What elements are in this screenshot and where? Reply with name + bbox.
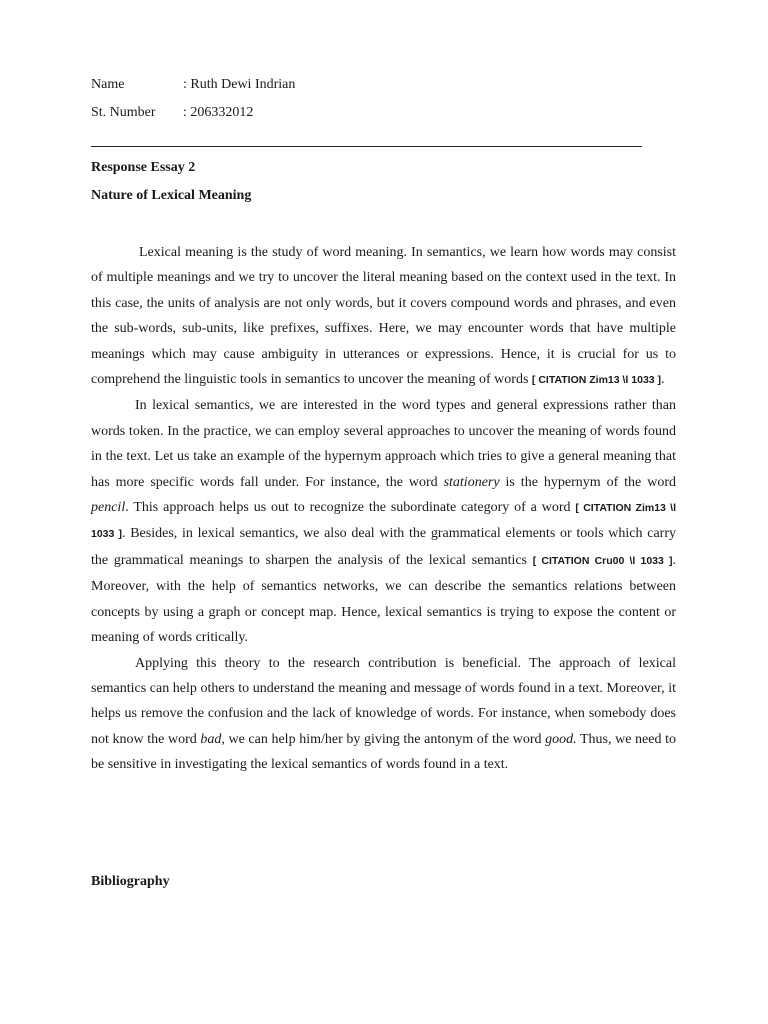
- student-number-label: St. Number: [91, 105, 156, 120]
- citation-field: [ CITATION Cru00 \l 1033 ]: [532, 554, 673, 567]
- italic-term-pencil: pencil: [91, 500, 126, 516]
- paragraph-1-text-b: .: [661, 372, 665, 388]
- paragraph-3: [91, 651, 676, 778]
- paragraph-3-text-c: Thus, we need to be sensitive in investigating the lexical semantics of words found in a text.: [91, 731, 676, 773]
- paragraph-2-text-d: . Besides, in lexical semantics, we also deal with the grammatical elements or tools which carry the grammatical meanings to sharpen the analysis of the lexical semantics: [91, 526, 676, 568]
- name-label: Name: [91, 77, 125, 92]
- paragraph-2-text-e: . Moreover, with the help of semantics networks, we can describe the semantics relations between concepts by using a graph or concept map. Hence, lexical semantics is trying to expose the content or meaning of words critically.: [91, 552, 676, 646]
- paragraph-2-text-a: In lexical semantics, we are interested in the word types and general expressions rather than words token. In the practice, we can employ several approaches to uncover the meaning of words found in the text. Let us take an example of the hypernym approach which tries to give a general meaning that has more specific words fall under. For instance, the word: [91, 398, 676, 490]
- paragraph-1-text-a: Lexical meaning is the study of word meaning. In semantics, we learn how words may consist of multiple meanings and we try to uncover the literal meaning based on the context used in the text. In this case, the units of analysis are not only words, but it covers compound words and phrases, and even the sub-words, sub-units, like prefixes, suffixes. Here, we may encounter words that have multiple meanings which may cause ambiguity in utterances or expressions. Hence, it is crucial for us to comprehend the linguistic tools in semantics to uncover the meaning of words: [91, 245, 676, 388]
- name-row: [91, 76, 295, 94]
- bibliography-heading: Bibliography: [91, 874, 170, 889]
- student-number-value: : 206332012: [183, 105, 254, 120]
- citation-field: [ CITATION Zim13 \l 1033 ]: [91, 502, 677, 541]
- italic-term-good: good.: [545, 731, 577, 747]
- essay-body: [91, 240, 676, 778]
- essay-title: Response Essay 2: [91, 160, 196, 175]
- citation-field: [ CITATION Zim13 \l 1033 ]: [531, 374, 662, 387]
- topic-title: Nature of Lexical Meaning: [91, 188, 252, 203]
- header-divider: [91, 146, 642, 147]
- student-number-row: [91, 104, 253, 122]
- italic-term-bad: bad: [200, 731, 222, 747]
- paragraph-2-text-b: is the hypernym of the word: [499, 474, 676, 490]
- paragraph-3-text-b: , we can help him/her by giving the antonym of the word: [221, 731, 546, 747]
- paragraph-3-text-a: Applying this theory to the research contribution is beneficial. The approach of lexical semantics can help others to understand the meaning and message of words found in a text. Moreover, it helps us remove the confusion and the lack of knowledge of words. For instance, when somebody does not know the word: [91, 655, 676, 747]
- italic-term-stationery: stationery: [443, 474, 500, 490]
- name-value: : Ruth Dewi Indrian: [183, 77, 296, 92]
- paragraph-2-text-c: . This approach helps us out to recognize the subordinate category of a word: [125, 500, 576, 516]
- paragraph-1: [91, 240, 676, 393]
- paragraph-2: [91, 393, 676, 650]
